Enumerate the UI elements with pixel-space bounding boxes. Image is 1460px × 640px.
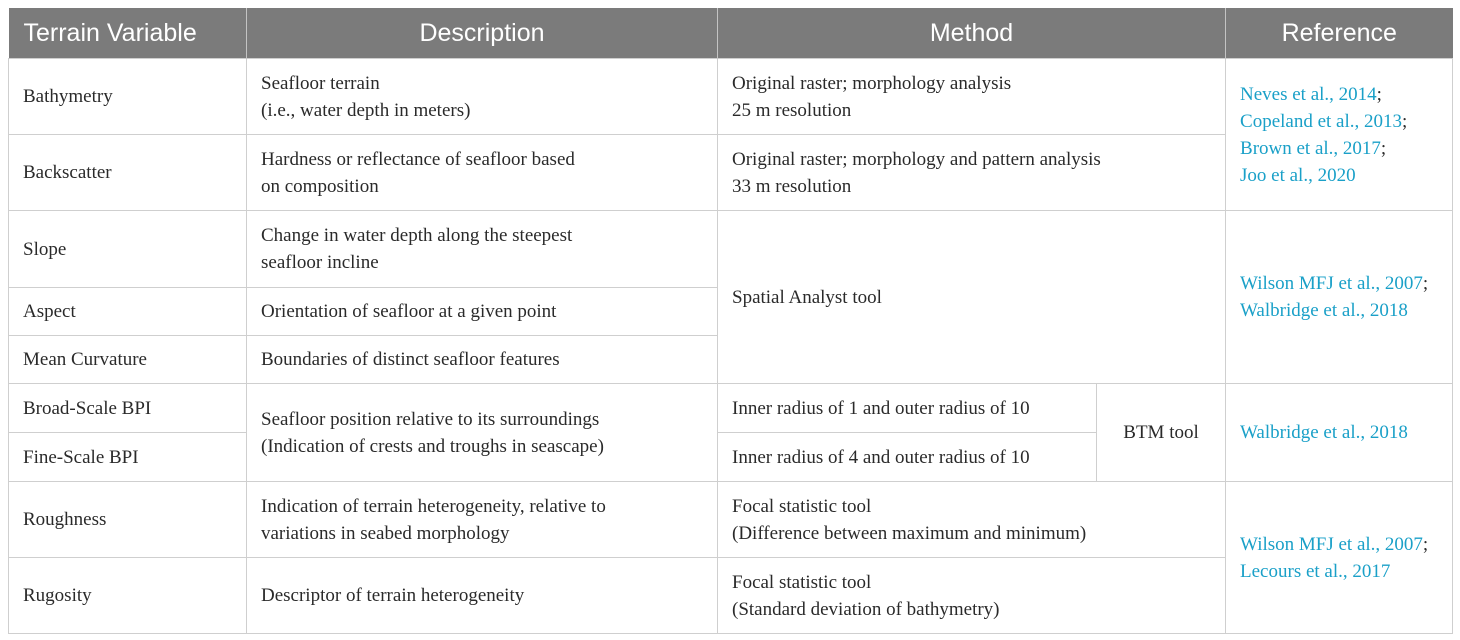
method-cell: Inner radius of 1 and outer radius of 10: [718, 384, 1097, 433]
reference-cell-group4: [1226, 482, 1453, 634]
description-line: Seafloor terrain: [261, 72, 380, 94]
method-line: Original raster; morphology and pattern analysis: [732, 148, 1101, 170]
description-cell: [247, 211, 718, 288]
table-row-roughness: [9, 482, 1453, 558]
variable-cell: Rugosity: [9, 558, 247, 634]
method-cell-spatial-analyst: Spatial Analyst tool: [718, 211, 1226, 384]
variable-cell: Roughness: [9, 482, 247, 558]
description-line: (i.e., water depth in meters): [261, 99, 471, 121]
reference-link[interactable]: Neves et al., 2014: [1240, 83, 1377, 105]
reference-separator: ;: [1376, 83, 1382, 105]
table-row-broad-scale-bpi: [9, 384, 1453, 433]
method-line: 33 m resolution: [732, 175, 852, 197]
method-cell: [718, 135, 1226, 211]
description-line: variations in seabed morphology: [261, 522, 510, 544]
method-cell: Inner radius of 4 and outer radius of 10: [718, 433, 1097, 482]
variable-cell: Mean Curvature: [9, 336, 247, 384]
header-description: Description: [247, 8, 718, 59]
description-line: Change in water depth along the steepest: [261, 225, 573, 246]
description-cell: Orientation of seafloor at a given point: [247, 288, 718, 336]
variable-cell: Bathymetry: [9, 59, 247, 135]
method-line: Focal statistic tool: [732, 495, 872, 517]
method-cell: [718, 482, 1226, 558]
variable-cell: Fine-Scale BPI: [9, 433, 247, 482]
description-cell: Boundaries of distinct seafloor features: [247, 336, 718, 384]
reference-cell-group2: [1226, 211, 1453, 384]
terrain-variables-table: [8, 8, 1453, 634]
reference-link[interactable]: Walbridge et al., 2018: [1240, 300, 1408, 321]
reference-link[interactable]: Wilson MFJ et al., 2007: [1240, 533, 1423, 555]
description-cell: [247, 135, 718, 211]
table-row-bathymetry: [9, 59, 1453, 135]
description-cell-bpi: [247, 384, 718, 482]
reference-link[interactable]: Walbridge et al., 2018: [1240, 422, 1408, 443]
reference-link[interactable]: Brown et al., 2017: [1240, 137, 1381, 159]
description-cell: [247, 482, 718, 558]
method-cell: [718, 558, 1226, 634]
reference-separator: ;: [1380, 137, 1387, 159]
description-cell: [247, 59, 718, 135]
method-line: (Difference between maximum and minimum): [732, 522, 1087, 544]
method-line: Original raster; morphology analysis: [732, 72, 1012, 94]
method-line: 25 m resolution: [732, 99, 852, 121]
reference-cell-group3: [1226, 384, 1453, 482]
method-cell: [718, 59, 1226, 135]
header-method: Method: [718, 8, 1226, 59]
header-terrain-variable: Terrain Variable: [9, 8, 247, 59]
reference-separator: ;: [1422, 533, 1429, 555]
reference-link[interactable]: Lecours et al., 2017: [1240, 560, 1391, 582]
variable-cell: Backscatter: [9, 135, 247, 211]
method-line: (Standard deviation of bathymetry): [732, 598, 1000, 620]
reference-link[interactable]: Copeland et al., 2013: [1240, 110, 1403, 132]
header-reference: Reference: [1226, 8, 1453, 59]
description-line: Indication of terrain heterogeneity, relative to: [261, 495, 606, 517]
variable-cell: Aspect: [9, 288, 247, 336]
description-line: Hardness or reflectance of seafloor based: [261, 148, 575, 170]
table-row-slope: [9, 211, 1453, 288]
btm-tool-cell: BTM tool: [1097, 384, 1226, 482]
reference-link[interactable]: Wilson MFJ et al., 2007: [1240, 273, 1423, 294]
variable-cell: Slope: [9, 211, 247, 288]
description-cell: Descriptor of terrain heterogeneity: [247, 558, 718, 634]
header-row: [9, 8, 1453, 59]
reference-cell-group1: [1226, 59, 1453, 211]
reference-separator: ;: [1422, 273, 1429, 294]
description-line: seafloor incline: [261, 252, 379, 273]
description-line: Seafloor position relative to its surroundings: [261, 408, 600, 430]
description-line: (Indication of crests and troughs in seascape): [261, 435, 604, 457]
method-line: Focal statistic tool: [732, 571, 872, 593]
description-line: on composition: [261, 175, 379, 197]
variable-cell: Broad-Scale BPI: [9, 384, 247, 433]
reference-separator: ;: [1402, 110, 1408, 132]
reference-link[interactable]: Joo et al., 2020: [1240, 164, 1356, 186]
